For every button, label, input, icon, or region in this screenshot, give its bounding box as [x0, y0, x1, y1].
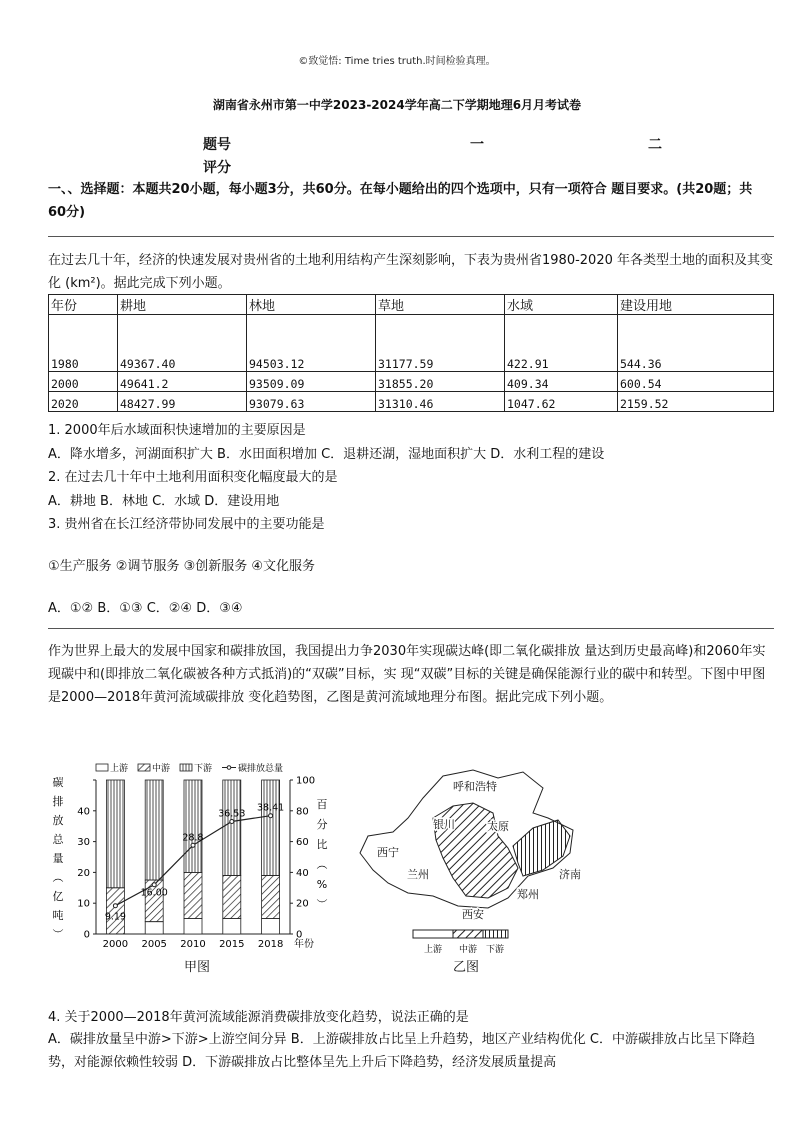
- y-tick-label-right: 0: [296, 929, 303, 941]
- y-label-char: 量: [52, 852, 64, 865]
- line-point: [230, 819, 234, 823]
- bar-segment-下游: [184, 780, 202, 872]
- question-3-options: A．①② B．①③ C．②④ D．③④: [48, 601, 243, 616]
- map-city-label: 太原: [487, 820, 509, 833]
- y-label-char: 总: [52, 833, 64, 846]
- table-cell: 2159.52: [618, 392, 774, 412]
- map-city-label: 呼和浩特: [453, 780, 497, 793]
- table-header-cell: 耕地: [118, 295, 247, 315]
- table-cell: 94503.12: [247, 315, 376, 372]
- y-label-char-right: ︵: [316, 858, 328, 871]
- line-data-label: 36.53: [218, 808, 246, 820]
- y-tick-label-right: 80: [296, 806, 309, 818]
- table-cell: 600.54: [618, 372, 774, 392]
- bar-segment-上游: [262, 919, 280, 934]
- bar-segment-中游: [184, 872, 202, 918]
- passage1-intro: 在过去几十年，经济的快速发展对贵州省的土地利用结构产生深刻影响，下表为贵州省1980-2020 年各类型土地的面积及其变化 (km²)。据此完成下列小题。: [48, 253, 773, 291]
- carbon-emission-chart: [44, 758, 334, 973]
- table-cell: 422.91: [505, 315, 618, 372]
- table-cell: 93079.63: [247, 392, 376, 412]
- table-row: [49, 392, 774, 412]
- map-city-label: 银川: [433, 818, 455, 831]
- y-tick-label-left: 40: [77, 806, 90, 818]
- divider: [48, 628, 774, 629]
- passage2-intro: 作为世界上最大的发展中国家和碳排放国，我国提出力争2030年实现碳达峰(即二氧化碳排放 量达到历史最高峰)和2060年实现碳中和(即排放二氧化碳被各种方式抵消)的“双碳”目标，实 现“双碳”目标的关键是确保能源行业的碳中和转型。下图中甲图是2000—2018年黄河流域碳排放 变化趋势图，乙图是黄河流域地理分布图。据此完成下列小题。: [48, 644, 766, 705]
- y-label-char-right: ︶: [316, 898, 328, 911]
- map-city-label: 兰州: [407, 868, 429, 881]
- table-cell: 48427.99: [118, 392, 247, 412]
- chart-legend: [96, 762, 283, 774]
- x-tick-label: 2015: [219, 939, 245, 950]
- x-tick-label: 2000: [102, 939, 129, 950]
- line-point: [113, 904, 117, 908]
- section-heading: 一、、选择题：本题共20小题，每小题3分，共60分。在每小题给出的四个选项中，只有一项符合 题目要求。(共20题；共60分): [48, 182, 753, 220]
- table-cell: 409.34: [505, 372, 618, 392]
- legend-swatch: [180, 764, 192, 771]
- table-header-cell: 水域: [505, 295, 618, 315]
- y-tick-label-left: 10: [77, 898, 90, 910]
- bar-segment-下游: [262, 780, 280, 875]
- y-label-char: 吨: [52, 909, 64, 922]
- map-title: 乙图: [453, 960, 480, 975]
- legend-middle-swatch: [453, 930, 483, 938]
- map-legend-label: 上游: [423, 945, 443, 955]
- x-tick-label: 2018: [257, 939, 284, 950]
- y-label-char: 碳: [52, 776, 64, 789]
- legend-upper-swatch: [413, 930, 453, 938]
- question-2-options: A．耕地 B．林地 C．水域 D．建设用地: [48, 494, 280, 509]
- table-header-cell: 草地: [376, 295, 505, 315]
- x-tick-label: 2005: [141, 939, 167, 950]
- line-point: [191, 843, 195, 847]
- legend-label: 上游: [110, 764, 129, 774]
- watermark: ©致觉悟: Time tries truth.时间检验真理。: [298, 56, 496, 67]
- line-point: [152, 883, 156, 887]
- table-row: [49, 372, 774, 392]
- legend-swatch: [138, 764, 150, 771]
- question-1: 1. 2000年后水域面积快速增加的主要原因是: [48, 423, 306, 438]
- x-axis-labels: [103, 937, 314, 950]
- y-tick-label-right: 60: [296, 837, 309, 849]
- table-header-cell: 建设用地: [618, 295, 774, 315]
- y-label-char: ︵: [52, 871, 64, 884]
- bar-segment-上游: [145, 922, 163, 934]
- exam-title: 湖南省永州市第一中学2023-2024学年高二下学期地理6月月考试卷: [212, 98, 582, 112]
- table-cell: 2000: [49, 372, 118, 392]
- map-legend-label: 中游: [458, 945, 478, 955]
- score-row2-label: 评分: [203, 160, 231, 176]
- table-cell: 544.36: [618, 315, 774, 372]
- land-use-table: [48, 294, 774, 412]
- y-label-char: ︶: [52, 928, 64, 941]
- bar-segment-上游: [223, 919, 241, 934]
- x-tick-label: 2010: [180, 939, 206, 950]
- score-row-label: 题号: [203, 137, 231, 153]
- y-tick-label-right: 20: [296, 898, 309, 910]
- chart-title: 甲图: [184, 960, 211, 975]
- y-label-char-right: 比: [316, 838, 328, 851]
- table-row: [49, 315, 774, 372]
- table-cell: 31177.59: [376, 315, 505, 372]
- y-tick-label-right: 100: [296, 775, 316, 787]
- table-cell: 93509.09: [247, 372, 376, 392]
- question-4: 4. 关于2000—2018年黄河流域能源消费碳排放变化趋势，说法正确的是: [48, 1010, 469, 1025]
- legend-label: 中游: [152, 764, 171, 774]
- line-data-label: 16.00: [140, 887, 168, 899]
- bar-segment-下游: [223, 780, 241, 875]
- legend-swatch: [96, 764, 108, 771]
- y-label-char: 排: [52, 795, 64, 808]
- divider: [48, 236, 774, 237]
- question-2: 2. 在过去几十年中土地利用面积变化幅度最大的是: [48, 470, 338, 485]
- score-col-2: 二: [648, 137, 662, 153]
- table-header-cell: 林地: [247, 295, 376, 315]
- map-legend: [424, 943, 504, 955]
- bar-segment-中游: [262, 875, 280, 918]
- legend-marker: [227, 766, 231, 770]
- map-city-label: 郑州: [517, 888, 539, 901]
- table-cell: 31310.46: [376, 392, 505, 412]
- y-tick-label-left: 30: [77, 837, 90, 849]
- y-axis-label-left: [53, 775, 65, 941]
- question-1-options: A．降水增多，河湖面积扩大 B．水田面积增加 C．退耕还湖，湿地面积扩大 D．水利工程的建设: [48, 447, 605, 462]
- y-label-char-right: 分: [316, 818, 328, 831]
- y-label-char-right: 百: [316, 798, 328, 811]
- table-header-cell: 年份: [49, 295, 118, 315]
- y-label-char-right: %: [316, 878, 328, 891]
- map-city-label: 西宁: [377, 846, 399, 859]
- x-axis-unit: 年份: [294, 939, 314, 950]
- bar-segment-中游: [223, 875, 241, 918]
- score-col-1: 一: [470, 137, 484, 153]
- question-3-items: ①生产服务 ②调节服务 ③创新服务 ④文化服务: [48, 559, 316, 574]
- legend-label: 碳排放总量: [238, 764, 284, 774]
- map-city-label: 济南: [559, 868, 581, 881]
- question-4-options: A．碳排放量呈中游>下游>上游空间分异 B．上游碳排放占比呈上升趋势，地区产业结构优化 C．中游碳排放占比呈下降趋势，对能源依赖性较弱 D．下游碳排放占比整体呈先上升后下降趋势，经济发展质量提高: [48, 1032, 755, 1070]
- bar-segment-上游: [184, 919, 202, 934]
- line-data-label: 9.19: [104, 911, 126, 923]
- line-point: [269, 814, 273, 818]
- bar-segment-下游: [145, 780, 163, 880]
- yellow-river-map: [348, 758, 598, 973]
- y-tick-label-left: 0: [83, 929, 90, 941]
- table-cell: 49641.2: [118, 372, 247, 392]
- y-label-char: 放: [52, 814, 64, 827]
- table-cell: 2020: [49, 392, 118, 412]
- map-legend-label: 下游: [485, 945, 505, 955]
- table-cell: 49367.40: [118, 315, 247, 372]
- legend-label: 下游: [194, 764, 213, 774]
- table-cell: 31855.20: [376, 372, 505, 392]
- legend-lower-swatch: [483, 930, 508, 938]
- table-cell: 1980: [49, 315, 118, 372]
- line-data-label: 38.41: [256, 802, 285, 814]
- y-tick-label-right: 40: [296, 867, 309, 879]
- y-label-char: 亿: [52, 890, 64, 903]
- y-axis-label-right: [317, 798, 328, 911]
- table-cell: 1047.62: [505, 392, 618, 412]
- map-city-label: 西安: [462, 908, 484, 921]
- bar-segment-下游: [106, 780, 124, 888]
- y-tick-label-left: 20: [77, 867, 90, 879]
- chart-bars: [106, 780, 279, 934]
- line-data-label: 28.8: [182, 832, 204, 844]
- question-3: 3. 贵州省在长江经济带协同发展中的主要功能是: [48, 517, 325, 532]
- table-header-row: [49, 295, 774, 315]
